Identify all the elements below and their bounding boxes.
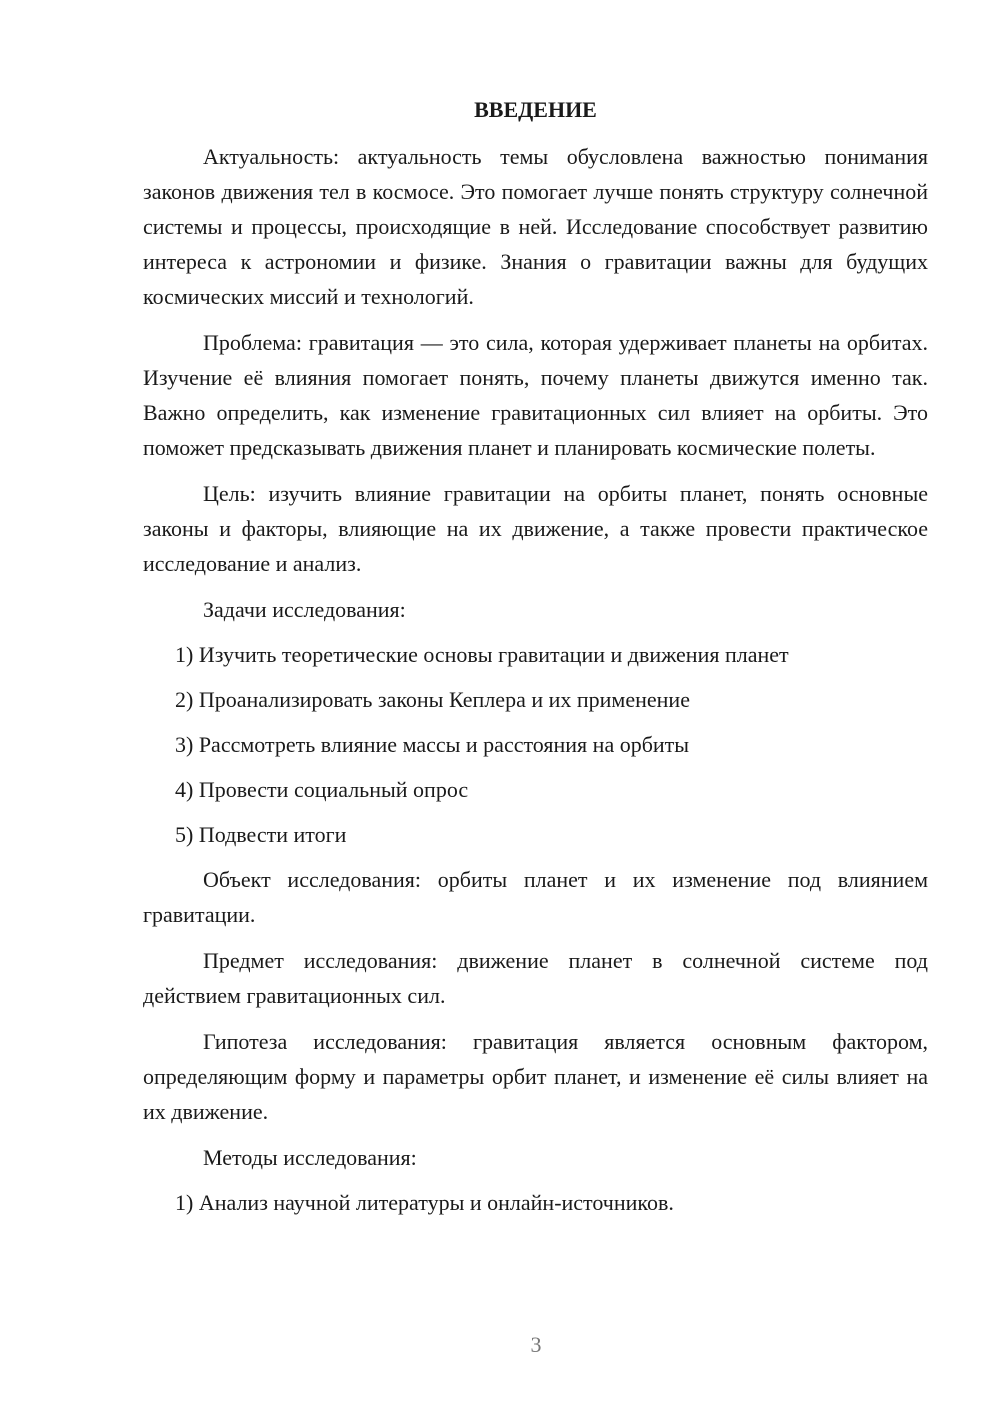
task-item: 2) Проанализировать законы Кеплера и их применение (175, 687, 690, 712)
page-content (143, 92, 928, 1230)
page-number: 3 (530, 1332, 542, 1357)
hypothesis-paragraph: Гипотеза исследования: гравитация является основным фактором, определяющим форму и параметры орбит планет, и изменение её силы влияет на их движение. (143, 1029, 928, 1124)
tasks-heading: Задачи исследования: (203, 597, 406, 622)
task-item: 3) Рассмотреть влияние массы и расстояния на орбиты (175, 732, 690, 757)
tasks-list (143, 637, 928, 852)
subject-paragraph: Предмет исследования: движение планет в солнечной системе под действием гравитационных сил. (143, 948, 928, 1008)
object-paragraph: Объект исследования: орбиты планет и их изменение под влиянием гравитации. (143, 867, 928, 927)
methods-heading: Методы исследования: (203, 1145, 417, 1170)
task-item: 1) Изучить теоретические основы гравитации и движения планет (175, 642, 789, 667)
goal-paragraph: Цель: изучить влияние гравитации на орбиты планет, понять основные законы и факторы, влияющие на их движение, а также провести практическое исследование и анализ. (143, 481, 928, 576)
task-item: 5) Подвести итоги (175, 822, 347, 847)
section-title: ВВЕДЕНИЕ (474, 97, 597, 122)
problem-paragraph: Проблема: гравитация — это сила, которая удерживает планеты на орбитах. Изучение её влияния помогает понять, почему планеты движутся именно так. Важно определить, как изменение гравитационных сил влияет на орбиты. Это поможет предсказывать движения планет и планировать космические полеты. (143, 330, 928, 460)
method-item: 1) Анализ научной литературы и онлайн-источников. (175, 1190, 674, 1215)
relevance-paragraph: Актуальность: актуальность темы обусловлена важностью понимания законов движения тел в космосе. Это помогает лучше понять структуру солнечной системы и процессы, происходящие в ней. Исследование способствует развитию интереса к астрономии и физике. Знания о гравитации важны для будущих космических миссий и технологий. (143, 144, 928, 309)
methods-list (143, 1185, 928, 1220)
task-item: 4) Провести социальный опрос (175, 777, 469, 802)
